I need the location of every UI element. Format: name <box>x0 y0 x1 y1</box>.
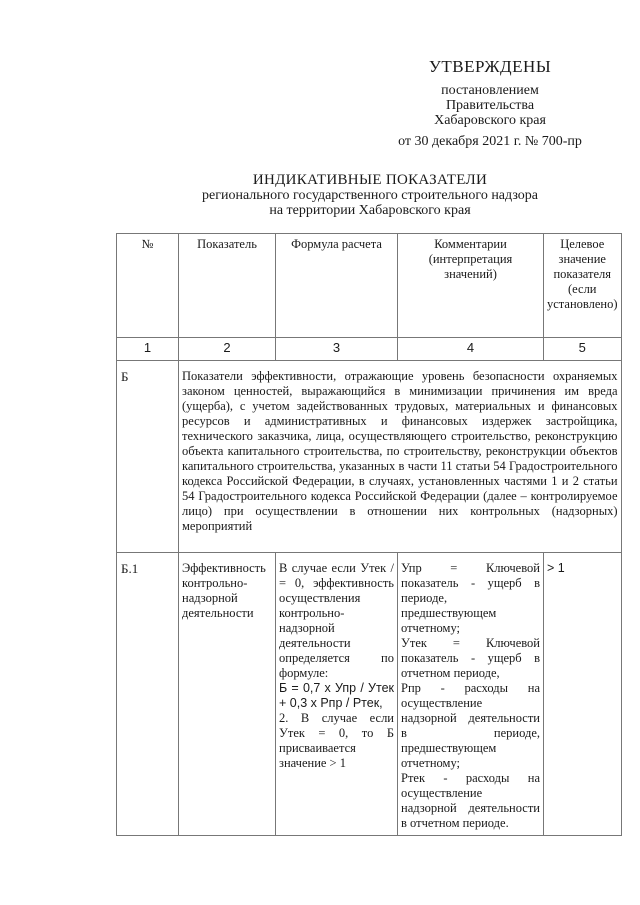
row-b1-indicator: Эффективность контрольно-надзорной деятельности <box>179 553 276 836</box>
approval-line-3: Хабаровского края <box>434 113 546 128</box>
row-b1-code: Б.1 <box>117 553 179 836</box>
document-heading <box>100 172 640 218</box>
table-header-row <box>117 234 622 338</box>
column-number: 4 <box>398 338 544 361</box>
approval-date: от 30 декабря 2021 г. № 700-пр <box>398 134 582 149</box>
approval-title: УТВЕРЖДЕНЫ <box>428 57 552 76</box>
row-b1-comments <box>398 553 544 836</box>
header-number: № <box>117 234 179 338</box>
section-b-text: Показатели эффективности, отражающие уровень безопасности охраняемых законом ценностей, выражающийся в минимизации причинения им вреда (ущерба), с учетом задействованных трудовых, материальных и финансовых ресурсов и административных и финансовых издержек застройщика, технического заказчика, лица, осуществляющего строительство, реконструкцию объекта капитального строительства, по строительству, реконструкции объектов капитального строительства, указанных в части 11 статьи 54 Градостроительного кодекса Российской Федерации, в случаях, установленных частями 1 и 2 статьи 54 Градостроительного кодекса Российской Федерации (далее – контролируемое лицо) при осуществлении в отношении них контрольных (надзорных) мероприятий <box>179 361 622 553</box>
header-comments: Комментарии (интерпретация значений) <box>398 234 544 338</box>
column-number-row <box>117 338 622 361</box>
indicators-table <box>116 233 622 836</box>
header-target: Целевое значение показателя (если установлено) <box>544 234 622 338</box>
row-b1-target: > 1 <box>544 553 622 836</box>
comment-part-4: Ртек - расходы на осуществление надзорной деятельности в отчетном периоде. <box>401 771 540 830</box>
approval-block <box>380 57 600 149</box>
comment-part-1: Упр = Ключевой показатель - ущерб в периоде, предшествующем отчетному; <box>401 561 540 635</box>
formula-part-1: В случае если Утек / = 0, эффективность осуществления контрольно-надзорной деятельности определяется по формуле: <box>279 561 394 680</box>
comment-part-3: Рпр - расходы на осуществление надзорной деятельности в периоде, предшествующем отчетному; <box>401 681 540 770</box>
column-number: 3 <box>276 338 398 361</box>
document-title: ИНДИКАТИВНЫЕ ПОКАЗАТЕЛИ <box>252 172 488 188</box>
column-number: 5 <box>544 338 622 361</box>
document-subtitle-1: регионального государственного строительного надзора <box>202 188 538 203</box>
approval-line-1: постановлением <box>441 83 539 98</box>
header-indicator: Показатель <box>179 234 276 338</box>
table-row-b1 <box>117 553 622 836</box>
comment-part-2: Утек = Ключевой показатель - ущерб в отчетном периоде, <box>401 636 540 680</box>
formula-part-2: Б = 0,7 х Упр / Утек + 0,3 х Рпр / Ртек, <box>279 681 394 710</box>
section-b-code: Б <box>117 361 179 553</box>
header-formula: Формула расчета <box>276 234 398 338</box>
approval-line-2: Правительства <box>445 98 535 113</box>
document-subtitle-2: на территории Хабаровского края <box>269 203 471 218</box>
row-b1-formula <box>276 553 398 836</box>
table-row-section-b <box>117 361 622 553</box>
column-number: 1 <box>117 338 179 361</box>
formula-part-3: 2. В случае если Утек = 0, то Б присваивается значение > 1 <box>279 711 394 770</box>
column-number: 2 <box>179 338 276 361</box>
